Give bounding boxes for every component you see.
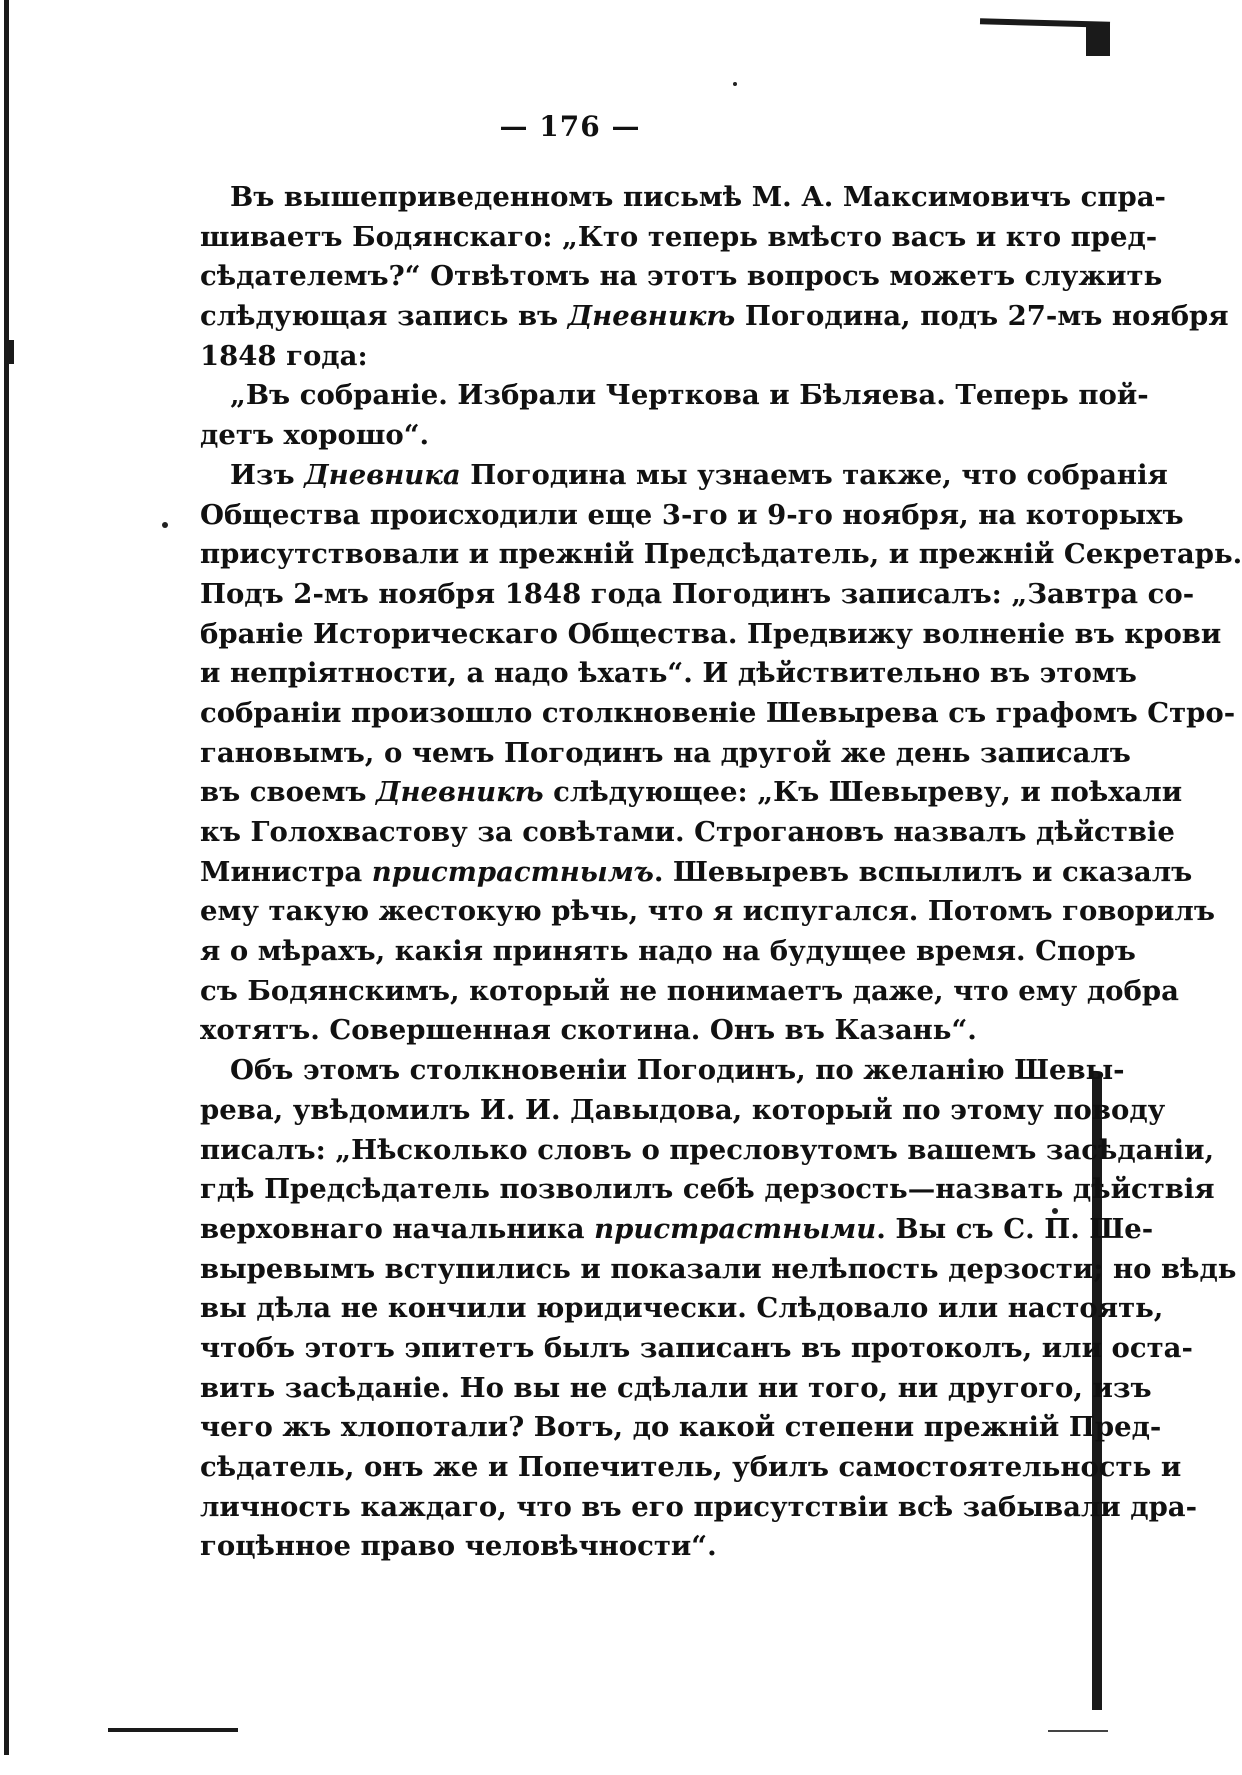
text-segment: выревымъ вступились и показали нелѣпость дерзости; но вѣдь (200, 1252, 1237, 1285)
text-segment: Министра (200, 855, 372, 888)
text-line (200, 1131, 1215, 1171)
text-line (200, 1210, 1154, 1250)
text-segment: гоцѣнное право человѣчности“. (200, 1530, 717, 1563)
text-line (200, 1329, 1193, 1369)
text-line (200, 416, 1028, 456)
text-line (200, 932, 1136, 972)
text-segment: присутствовали и прежній Предсѣдатель, и прежній Секретарь. (200, 538, 1242, 571)
text-segment: личность каждаго, что въ его присутствіи всѣ забывали дра- (200, 1490, 1198, 1523)
italic-title: пристрастнымъ (371, 855, 654, 888)
text-segment: 1848 года: (200, 339, 368, 372)
text-line (200, 734, 1131, 774)
text-segment: чего жъ хлопотали? Вотъ, до какой степени прежній Пред- (200, 1411, 1162, 1444)
text-segment: Въ вышеприведенномъ письмѣ М. А. Максимовичъ спра- (230, 181, 1166, 213)
text-segment: въ своемъ (200, 776, 377, 809)
text-segment: слѣдующее: „Къ Шевыреву, и поѣхали (543, 776, 1183, 809)
page-number: — 176 — (499, 110, 641, 143)
text-segment: я о мѣрахъ, какія принять надо на будущее время. Споръ (200, 935, 1136, 968)
text-line (200, 535, 1242, 575)
scan-edge-left (4, 0, 9, 1755)
text-line (200, 1051, 1125, 1091)
text-segment: сѣдателемъ?“ Отвѣтомъ на этотъ вопросъ можетъ служить (200, 260, 1163, 293)
text-segment: хотятъ. Совершенная скотина. Онъ въ Казань“. (200, 1014, 977, 1047)
text-line (200, 496, 1184, 536)
italic-title: Дневникѣ (567, 300, 736, 333)
text-segment: „Въ собраніе. Избрали Черткова и Бѣляева. Теперь пой- (230, 379, 1149, 412)
text-line (200, 337, 1028, 377)
italic-title: Дневника (304, 458, 461, 491)
text-segment: рева, увѣдомилъ И. И. Давыдова, который по этому поводу (200, 1093, 1166, 1126)
text-segment: ему такую жестокую рѣчь, что я испугался. Потомъ говорилъ (200, 895, 1215, 928)
text-line (200, 1289, 1164, 1329)
scan-corner-block (1086, 22, 1110, 56)
scan-edge-notch (4, 340, 14, 364)
text-line (200, 1448, 1182, 1488)
text-segment: детъ хорошо“. (200, 419, 430, 452)
text-line (200, 257, 1163, 297)
text-segment: Погодина мы узнаемъ также, что собранія (460, 458, 1168, 491)
text-segment: вы дѣла не кончили юридически. Слѣдовало или настоять, (200, 1292, 1164, 1325)
text-line (200, 297, 1229, 337)
scan-bottom-rule-right (1048, 1730, 1108, 1732)
text-line (200, 1250, 1237, 1290)
text-line (200, 1527, 1028, 1567)
text-segment: вить засѣданіе. Но вы не сдѣлали ни того, ни другого, изъ (200, 1371, 1152, 1404)
text-segment: верховнаго начальника (200, 1212, 595, 1245)
scan-speck (733, 82, 737, 86)
text-line (200, 972, 1179, 1012)
text-line (200, 1011, 1028, 1051)
text-line (200, 654, 1137, 694)
text-line (200, 615, 1222, 655)
text-segment: къ Голохвастову за совѣтами. Строгановъ назвалъ дѣйствіе (200, 816, 1175, 848)
text-segment: писалъ: „Нѣсколько словъ о пресловутомъ вашемъ засѣданіи, (200, 1133, 1215, 1166)
text-line (200, 1369, 1152, 1409)
text-line (200, 575, 1195, 615)
text-segment: гдѣ Предсѣдатель позволилъ себѣ дерзость—назвать дѣйствія (200, 1173, 1215, 1206)
text-line (200, 853, 1193, 893)
italic-title: Дневникѣ (376, 776, 544, 809)
scan-speck (162, 522, 168, 528)
text-line (200, 813, 1175, 853)
text-segment: чтобъ этотъ эпитетъ былъ записанъ въ протоколъ, или оста- (200, 1331, 1193, 1364)
text-segment: гановымъ, о чемъ Погодинъ на другой же день записалъ (200, 736, 1131, 769)
text-segment: и непріятности, а надо ѣхать“. И дѣйствительно въ этомъ (200, 657, 1137, 690)
text-line (200, 1091, 1166, 1131)
text-segment: собраніи произошло столкновеніе Шевырева съ графомъ Стро- (200, 696, 1236, 729)
text-segment: . Шевыревъ вспылилъ и сказалъ (653, 855, 1193, 888)
text-segment: шиваетъ Бодянскаго: „Кто теперь вмѣсто васъ и кто пред- (200, 220, 1158, 253)
text-line (200, 1408, 1162, 1448)
text-segment: браніе Историческаго Общества. Предвижу волненіе въ крови (200, 617, 1222, 650)
body-text (200, 178, 1242, 1567)
text-line (200, 694, 1236, 734)
text-segment: слѣдующая запись въ (200, 300, 568, 333)
scan-bottom-rule (108, 1728, 238, 1732)
text-segment: . Вы съ С. П. Ше- (876, 1212, 1154, 1245)
text-segment: Подъ 2-мъ ноября 1848 года Погодинъ записалъ: „Завтра со- (200, 577, 1195, 610)
text-segment: сѣдатель, онъ же и Попечитель, убилъ самостоятельность и (200, 1451, 1182, 1483)
text-line (200, 218, 1158, 258)
text-line (200, 1488, 1198, 1528)
text-line (200, 1170, 1215, 1210)
text-segment: Объ этомъ столкновеніи Погодинъ, по желанію Шевы- (230, 1054, 1125, 1087)
text-line (200, 892, 1215, 932)
text-segment: съ Бодянскимъ, который не понимаетъ даже, что ему добра (200, 974, 1179, 1007)
text-line (200, 773, 1183, 813)
text-segment: Погодина, подъ 27-мъ ноября (735, 300, 1229, 333)
text-line (200, 376, 1149, 416)
text-segment: Общества происходили еще 3-го и 9-го ноября, на которыхъ (200, 498, 1184, 531)
text-segment: Изъ (230, 458, 305, 491)
text-line (200, 178, 1166, 218)
italic-title: пристрастными (594, 1212, 877, 1245)
text-line (200, 456, 1168, 496)
